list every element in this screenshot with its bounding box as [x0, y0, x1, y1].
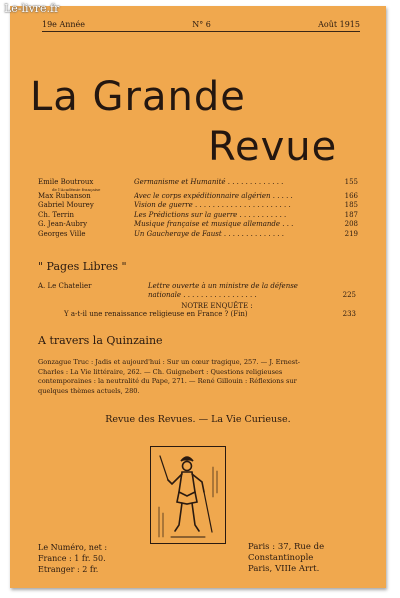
- toc-entry: [38, 201, 358, 211]
- toc-page: 185: [344, 201, 358, 210]
- quinzaine-line: contemporaines : la neutralité du Pape, 271. — René Gillouin : Réflexions sur: [38, 377, 297, 386]
- quinzaine-text: [38, 358, 358, 396]
- address-block: [248, 542, 324, 575]
- header-bar: [42, 20, 360, 32]
- toc-article: Germanisme et Humanité . . . . . . . . . . . . .: [134, 178, 284, 186]
- toc-author: G. Jean-Aubry: [38, 220, 88, 229]
- table-of-contents: [38, 178, 358, 240]
- toc-article: Un Gaucheraye de Faust . . . . . . . . . . . . . .: [134, 229, 284, 238]
- toc-page: 187: [344, 210, 358, 219]
- enquete-question: Y a-t-il une renaissance religieuse en France ? (Fin) 233: [64, 310, 356, 318]
- quinzaine-line: quelques thèmes actuels, 280.: [38, 386, 140, 395]
- quinzaine-heading: A travers la Quinzaine: [38, 334, 163, 347]
- magazine-cover: [10, 6, 386, 588]
- toc-entry: [38, 230, 358, 240]
- toc-author: Ch. Terrin: [38, 210, 75, 219]
- pl-author: A. Le Chatelier: [38, 282, 92, 290]
- quinzaine-line: Charles : La Vie littéraire, 262. — Ch. Guignebert : Questions religieuses: [38, 367, 283, 376]
- toc-article: Avec le corps expéditionnaire algérien . . . . .: [134, 191, 293, 200]
- pages-libres-section: [38, 282, 356, 318]
- year-label: 19e Année: [42, 20, 86, 29]
- toc-entry: [38, 192, 358, 202]
- toc-page: 208: [344, 220, 358, 229]
- issue-date: Août 1915: [318, 20, 360, 29]
- toc-article: Musique française et musique allemande . . .: [134, 220, 294, 229]
- pages-libres-entry: [38, 282, 356, 300]
- toc-page: 155: [344, 178, 358, 186]
- price-block: [38, 542, 107, 575]
- price-line: France : 1 fr. 50.: [38, 554, 106, 563]
- revue-des-revues-line: Revue des Revues. — La Vie Curieuse.: [105, 414, 291, 425]
- pages-libres-heading: " Pages Libres ": [38, 260, 127, 273]
- price-line: Etranger : 2 fr.: [38, 565, 99, 574]
- title-line-1: La Grande: [30, 74, 246, 120]
- address-line: Constantinople: [248, 553, 314, 563]
- toc-page: 219: [344, 229, 358, 238]
- toc-author: Georges Ville: [38, 229, 86, 238]
- warrior-woodcut-icon: [150, 446, 226, 544]
- address-line: Paris, VIIIe Arrt.: [248, 564, 320, 574]
- enquete-label: NOTRE ENQUÊTE :: [181, 302, 253, 310]
- toc-entry: [38, 178, 358, 192]
- enquete-page: 233: [342, 310, 356, 318]
- toc-page: 166: [344, 191, 358, 200]
- toc-author: Gabriel Mourey: [38, 201, 94, 210]
- toc-article: Vision de guerre . . . . . . . . . . . . . . . . . . . . . .: [134, 201, 291, 210]
- title-line-2: Revue: [208, 124, 338, 170]
- toc-article: Les Prédictions sur la guerre . . . . . . . . . . .: [134, 210, 287, 219]
- toc-author: Emile Boutroux: [38, 178, 94, 186]
- watermark: Le-livre.fr: [4, 2, 60, 15]
- toc-author: Max Rubanson: [38, 191, 91, 200]
- pl-article: Lettre ouverte à un ministre de la défense nationale . . . . . . . . . . . . . . . . .: [148, 282, 298, 299]
- quinzaine-line: Gonzague Truc : Jadis et aujourd'hui : Sur un cœur tragique, 257. — J. Ernest-: [38, 358, 301, 366]
- toc-entry: [38, 211, 358, 221]
- pl-page: 225: [342, 291, 356, 299]
- address-line: Paris : 37, Rue de: [248, 542, 325, 552]
- toc-author-note: de l'Académie française: [52, 186, 101, 192]
- price-line: Le Numéro, net :: [38, 543, 108, 552]
- issue-number: N° 6: [192, 20, 211, 29]
- toc-entry: [38, 220, 358, 230]
